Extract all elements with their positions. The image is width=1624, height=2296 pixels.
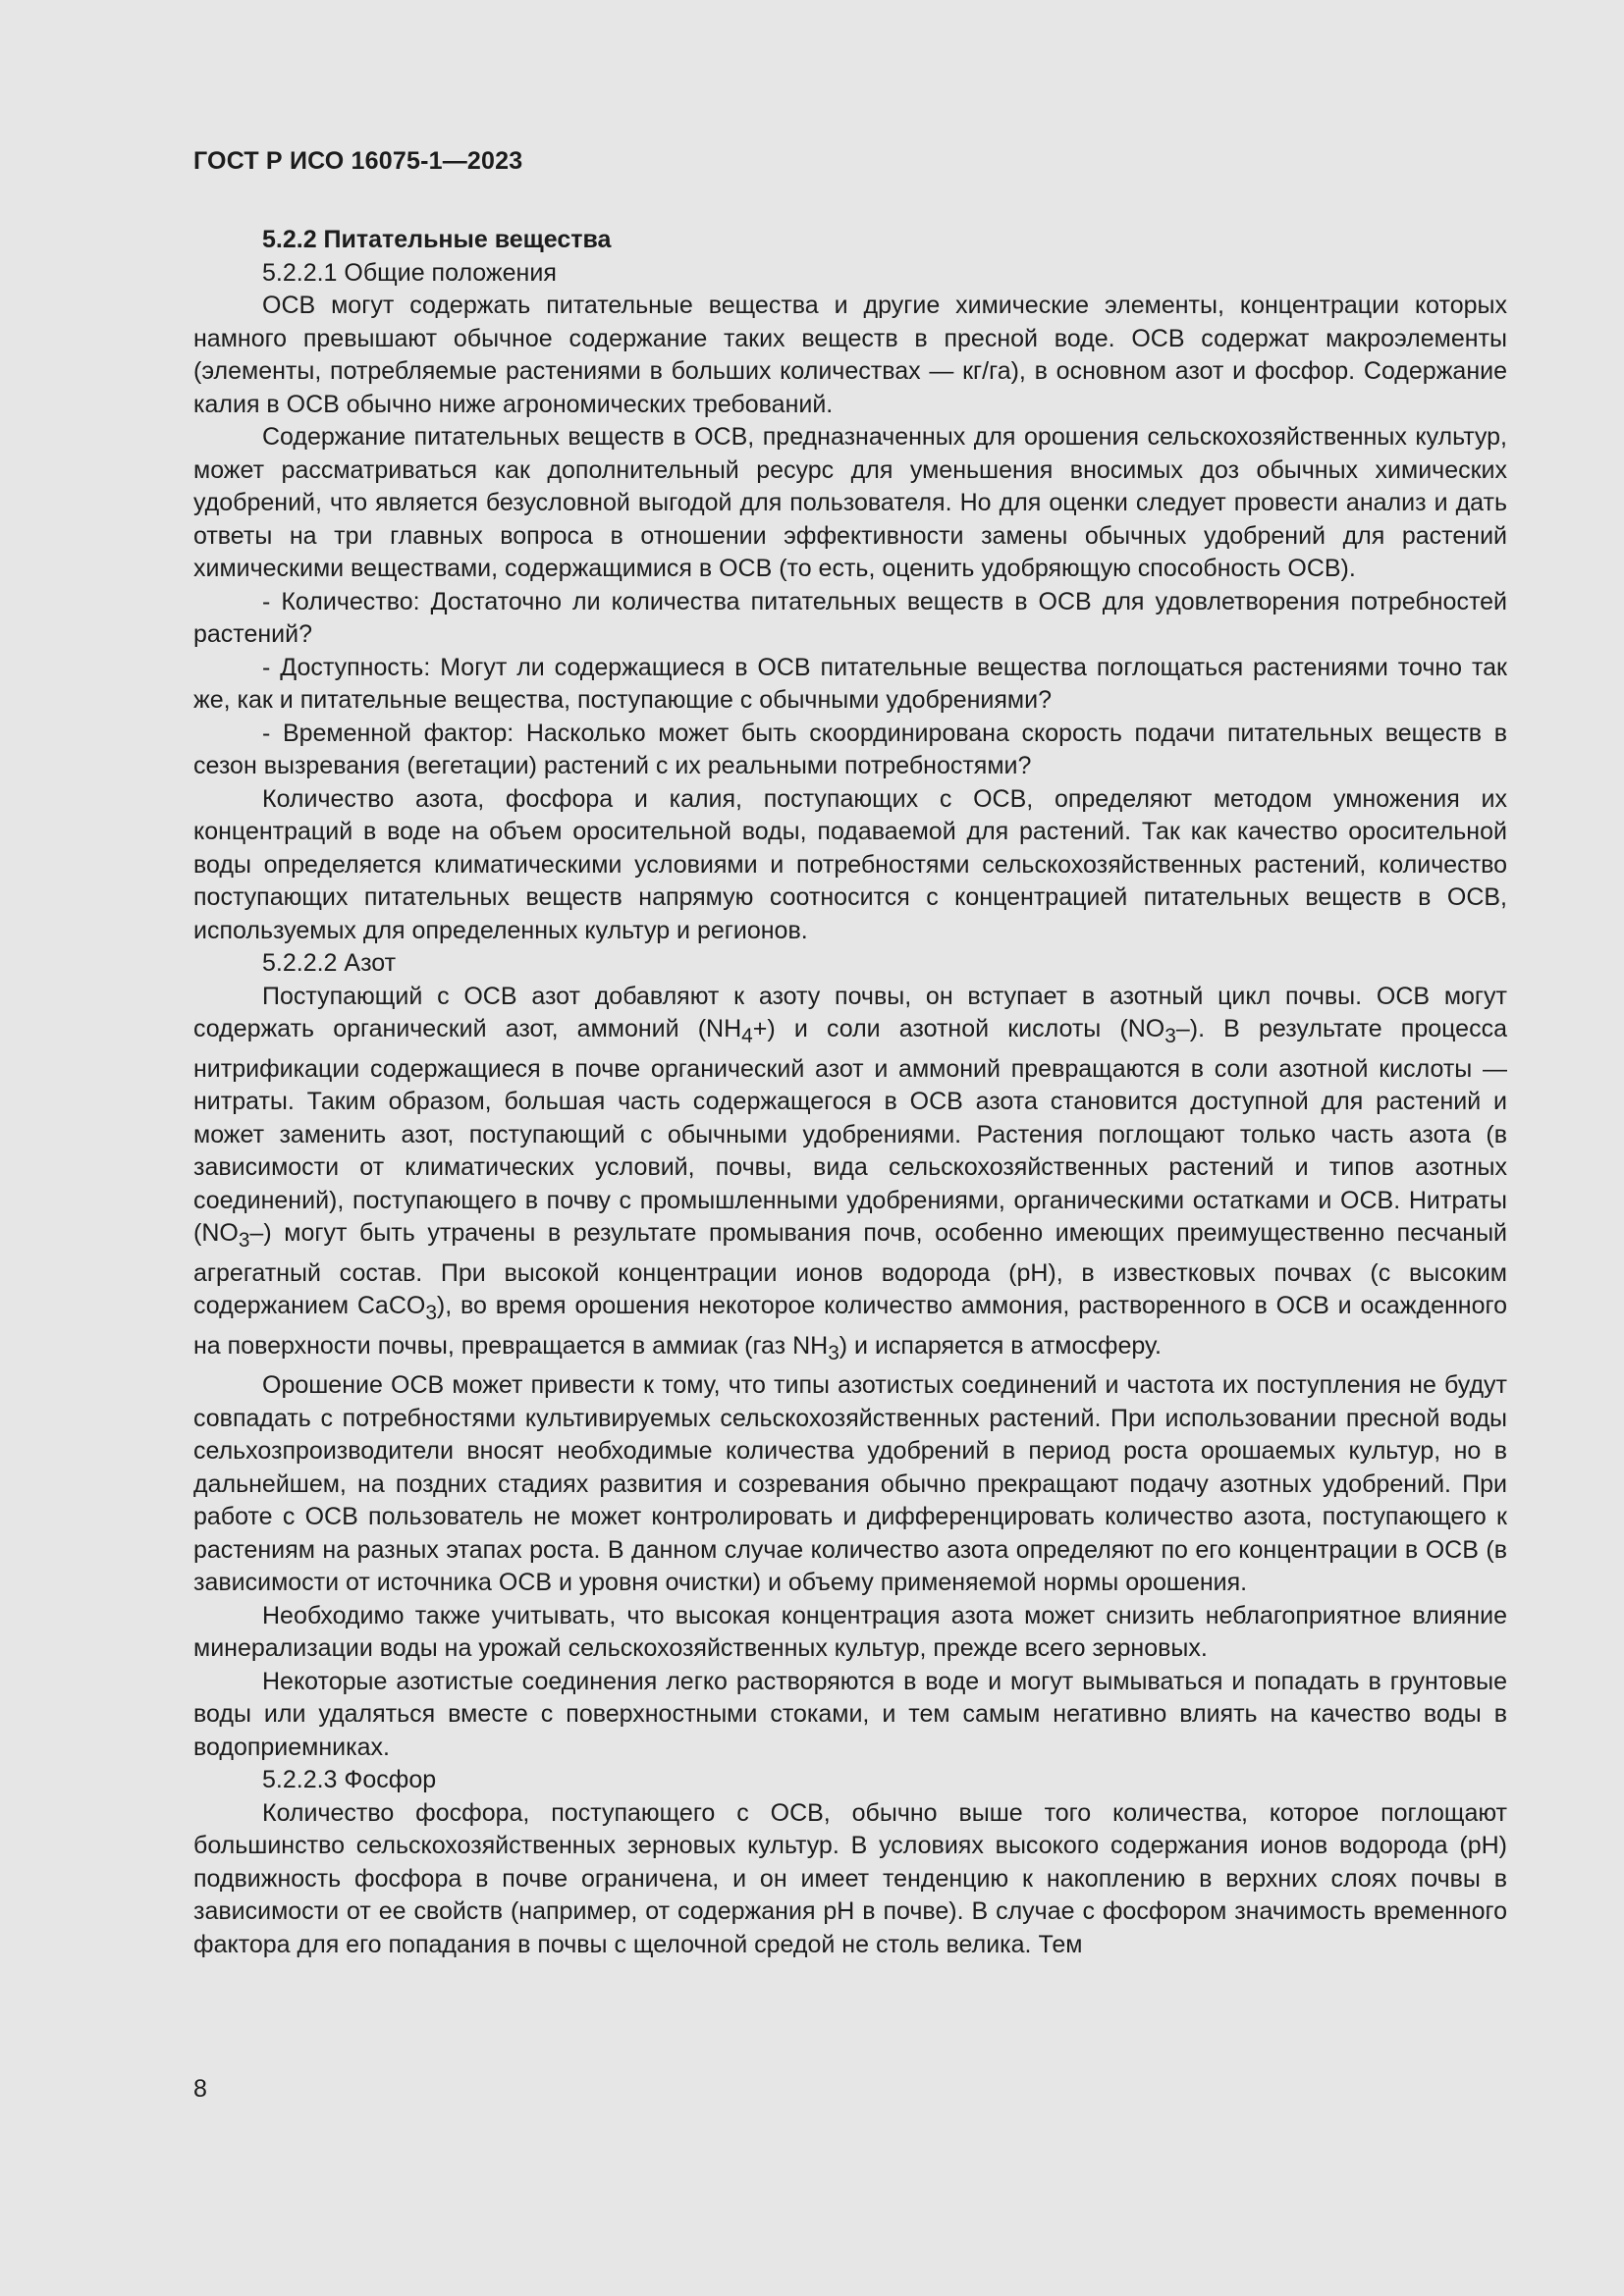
subscript: 4 — [741, 1025, 753, 1047]
list-item-availability: - Доступность: Могут ли содержащиеся в ОСВ питательные вещества поглощаться растениями точно так же, как и питательные вещества, поступающие с обычными удобрениями? — [193, 653, 1507, 714]
paragraph: Необходимо также учитывать, что высокая концентрация азота может снизить неблагоприятное влияние минерализации воды на урожай сельскохозяйственных культур, прежде всего зерновых. — [193, 1601, 1507, 1662]
paragraph: Некоторые азотистые соединения легко растворяются в воде и могут вымываться и попадать в грунтовые воды или удаляться вместе с поверхностными стоками, и тем самым негативно влиять на качество воды в водоприемниках. — [193, 1667, 1507, 1761]
paragraph: Количество фосфора, поступающего с ОСВ, обычно выше того количества, которое поглощают большинство сельскохозяйственных зерновых культур. В условиях высокого содержания ионов водорода (pH) подвижность фосфора в почве ограничена, и он имеет тенденцию к накоплению в верхних слоях почвы в зависимости от ее свойств (например, от содержания pH в почве). В случае с фосфором значимость временного фактора для его попадания в почвы с щелочной средой не столь велика. Тем — [193, 1798, 1507, 1958]
text-run: –). В результате процесса нитрификации содержащиеся в почве органический азот и аммоний превращаются в соли азотной кислоты — нитраты. Таким образом, большая часть содержащегося в ОСВ азота становится доступной для растений и может заменить азот, поступающий с обычными удобрениями. Растения поглощают только часть азота (в зависимости от климатических условий, почвы, вида сельскохозяйственных растений и типов азотных соединений), поступающего в почву с промышленными удобрениями, органическими остатками и ОСВ. Нитраты (NO — [193, 1015, 1507, 1247]
paragraph-nitrogen — [193, 981, 1507, 1370]
document-code: ГОСТ Р ИСО 16075-1—2023 — [193, 147, 523, 175]
subscript: 3 — [828, 1341, 839, 1364]
section-title: 5.2.2 Питательные вещества — [262, 226, 612, 253]
text-run: ), во время орошения некоторое количество аммония, растворенного в ОСВ и осажденного на поверхности почвы, превращается в аммиак (газ NH — [193, 1292, 1507, 1360]
subscript: 3 — [1164, 1025, 1176, 1047]
paragraph: ОСВ могут содержать питательные вещества и другие химические элементы, концентрации которых намного превышают обычное содержание таких веществ в пресной воде. ОСВ содержат макроэлементы (элементы, потребляемые растениями в больших количествах — кг/га), в основном азот и фосфор. Содержание калия в ОСВ обычно ниже агрономических требований. — [193, 292, 1507, 418]
text-run: –) могут быть утрачены в результате промывания почв, особенно имеющих преимущественно песчаный агрегатный состав. При высокой концентрации ионов водорода (pH), в известковых почвах (с высоким содержанием CaCO — [193, 1219, 1507, 1319]
page-content — [193, 224, 1507, 1961]
text-run: ) и испаряется в атмосферу. — [839, 1331, 1162, 1360]
list-item-time-factor: - Временной фактор: Насколько может быть скоординирована скорость подачи питательных веществ в сезон вызревания (вегетации) растений с их реальными потребностями? — [193, 719, 1507, 779]
subsection-title-nitrogen: 5.2.2.2 Азот — [262, 949, 397, 977]
subscript: 3 — [238, 1229, 250, 1252]
text-run: +) и соли азотной кислоты (NO — [752, 1015, 1165, 1042]
paragraph: Содержание питательных веществ в ОСВ, предназначенных для орошения сельскохозяйственных культур, может рассматриваться как дополнительный ресурс для уменьшения вносимых доз обычных химических удобрений, что является безусловной выгодой для пользователя. Но для оценки следует провести анализ и дать ответы на три главных вопроса в отношении эффективности замены обычных удобрений для растений химическими веществами, содержащимися в ОСВ (то есть, оценить удобряющую способность ОСВ). — [193, 423, 1507, 582]
paragraph: Орошение ОСВ может привести к тому, что типы азотистых соединений и частота их поступления не будут совпадать с потребностями культивируемых сельскохозяйственных растений. При использовании пресной воды сельхозпроизводители вносят необходимые количества удобрений в период роста орошаемых культур, но в дальнейшем, на поздних стадиях развития и созревания обычно прекращают подачу азотных удобрений. При работе с ОСВ пользователь не может контролировать и дифференцировать количество азота, поступающего к растениям на разных этапах роста. В данном случае количество азота определяют по его концентрации в ОСВ (в зависимости от источника ОСВ и уровня очистки) и объему применяемой нормы орошения. — [193, 1371, 1507, 1596]
subsection-title-general: 5.2.2.1 Общие положения — [262, 258, 557, 287]
subsection-title-phosphorus: 5.2.2.3 Фосфор — [262, 1766, 437, 1793]
subscript: 3 — [425, 1302, 437, 1324]
page-number: 8 — [193, 2075, 207, 2103]
paragraph: Количество азота, фосфора и калия, поступающих с ОСВ, определяют методом умножения их концентраций в воде на объем оросительной воды, подаваемой для растений. Так как качество оросительной воды определяется климатическими условиями и потребностями сельскохозяйственных растений, количество поступающих питательных веществ напрямую соотносится с концентрацией питательных веществ в ОСВ, используемых для определенных культур и регионов. — [193, 784, 1507, 944]
text-run: Поступающий с ОСВ азот добавляют к азоту почвы, он вступает в азотный цикл почвы. ОСВ могут содержать органический азот, аммоний (NH — [193, 982, 1507, 1042]
list-item-quantity: - Количество: Достаточно ли количества питательных веществ в ОСВ для удовлетворения потребностей растений? — [193, 587, 1507, 648]
